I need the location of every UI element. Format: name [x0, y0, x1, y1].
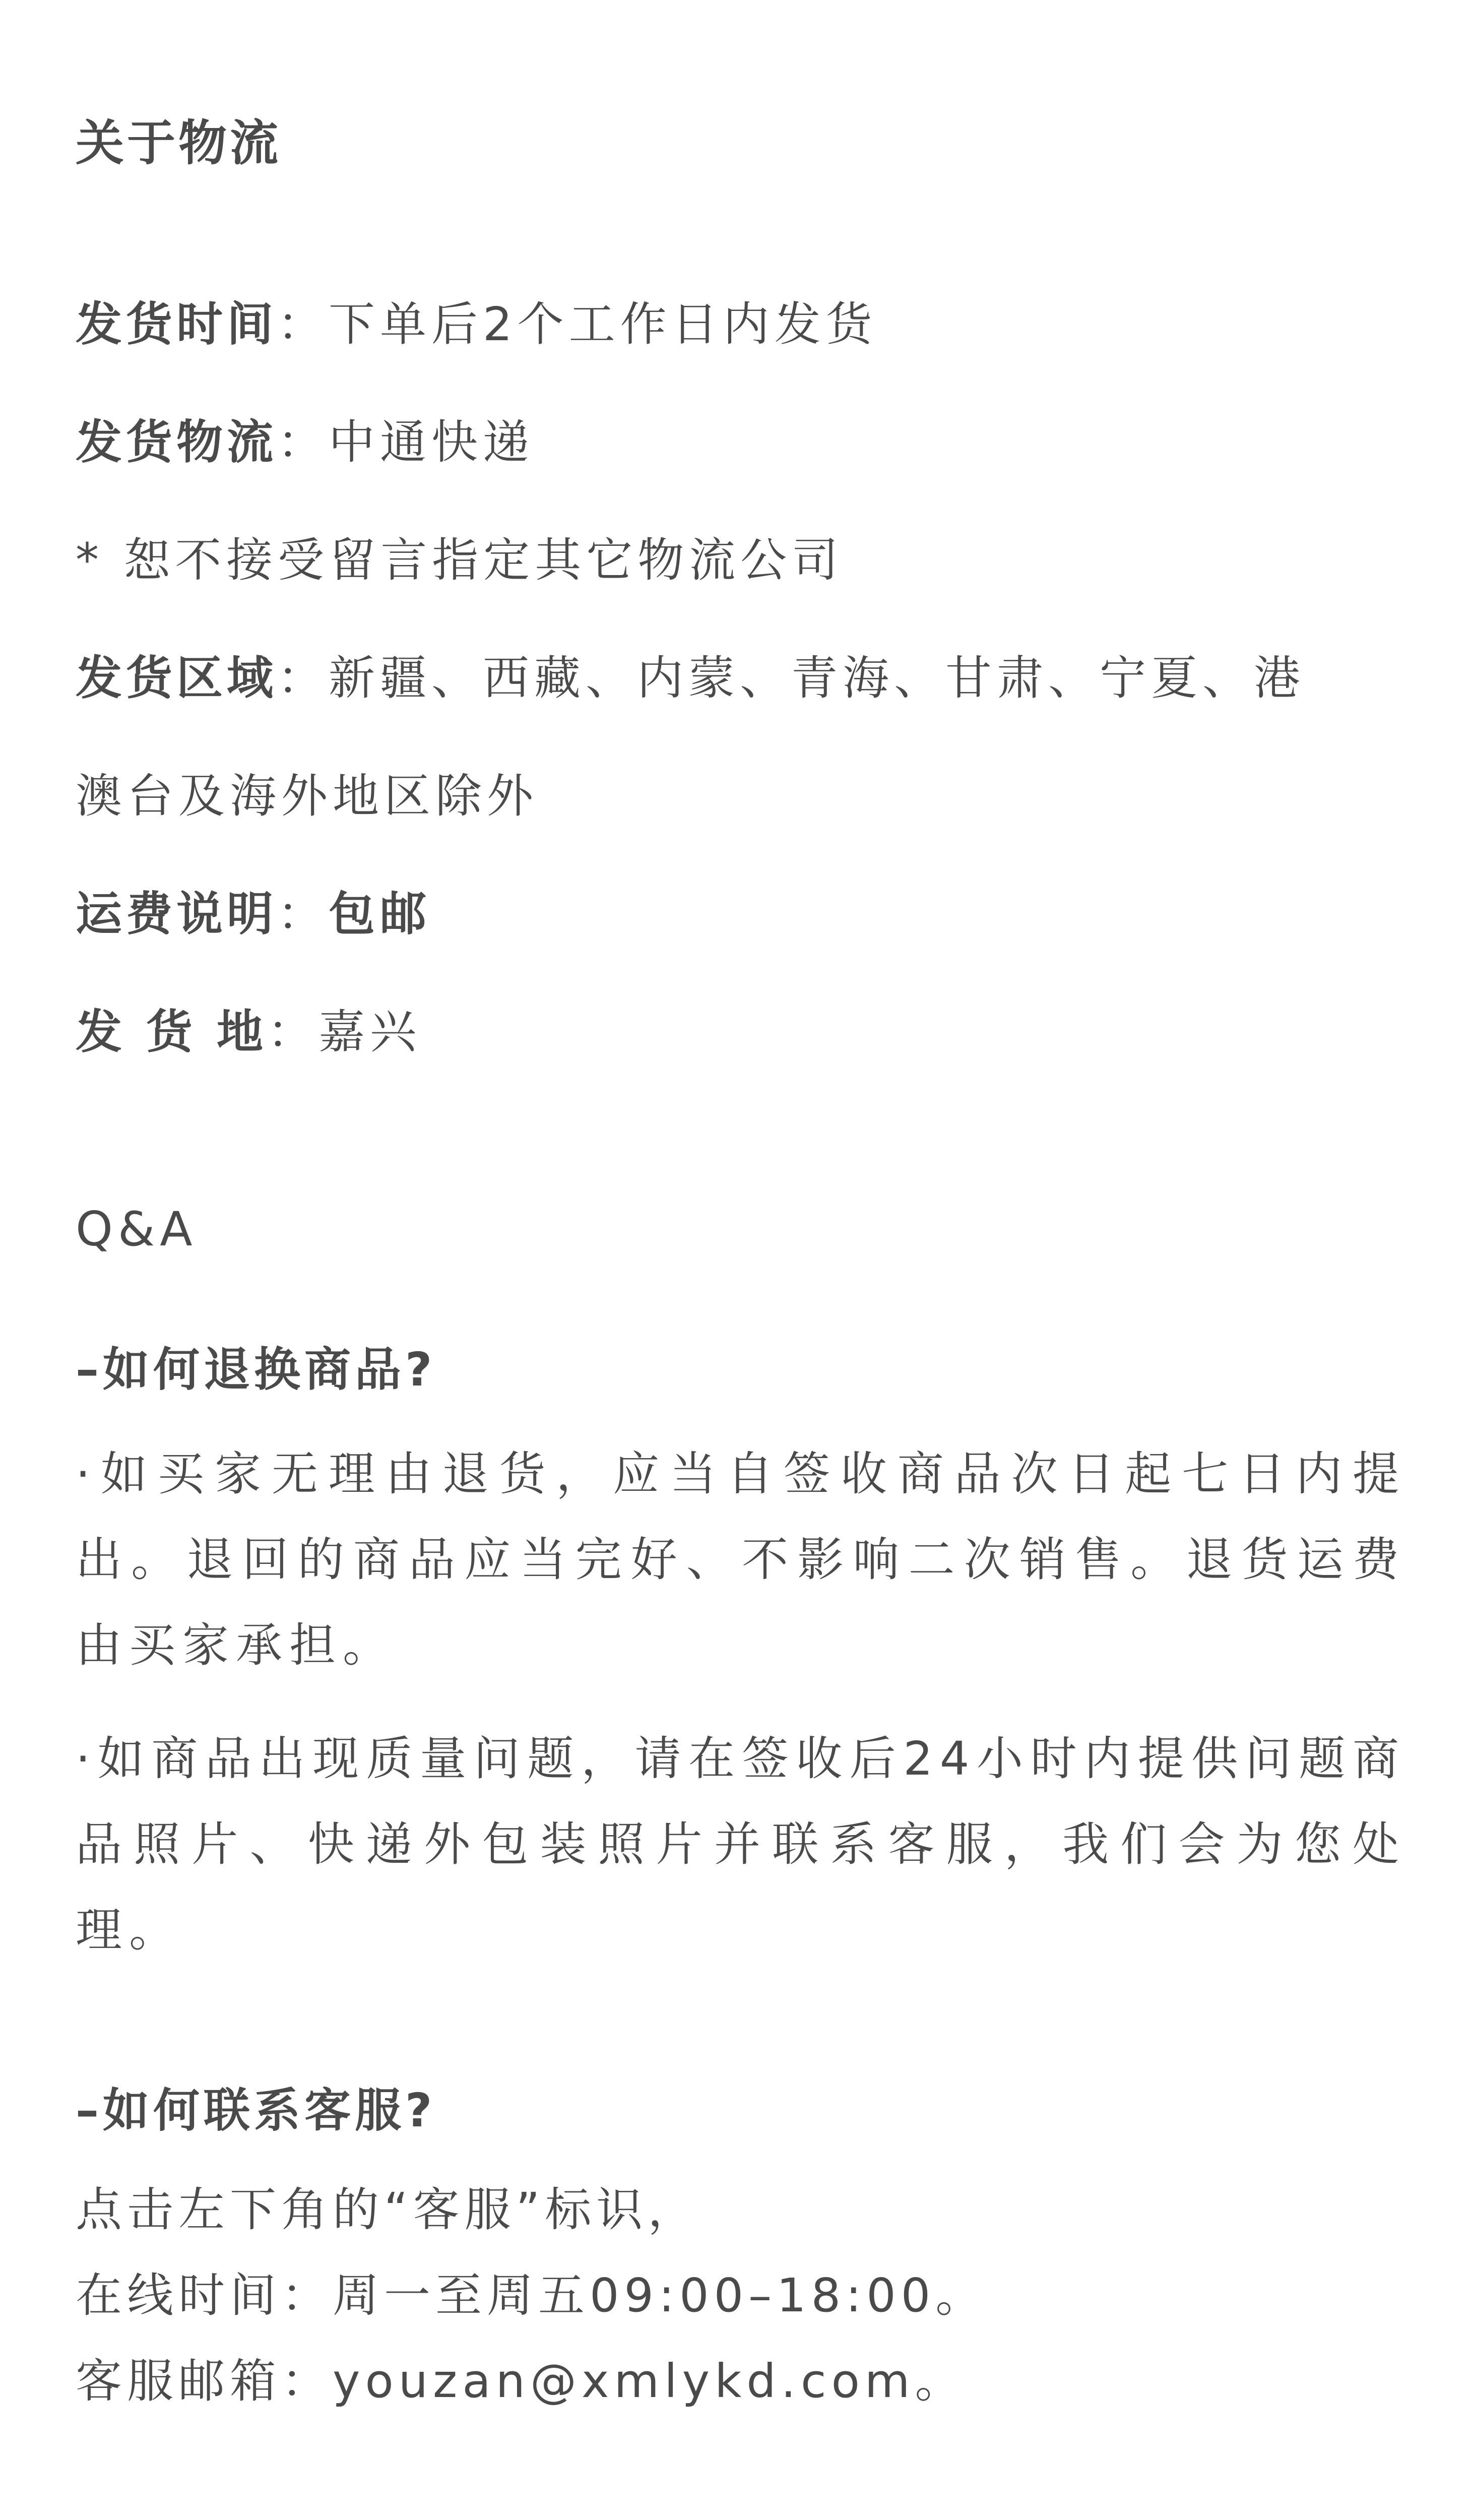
ship-region-value-line2: 澳台及海外地区除外 — [76, 769, 539, 823]
contact-line-2: 在线时间：周一至周五09:00–18:00。 — [76, 2269, 987, 2322]
answer-contact — [76, 2167, 1406, 2424]
ship-carrier-value: 中通快递 — [329, 415, 535, 469]
question-contact: –如何联系客服? — [76, 2084, 436, 2137]
question-return: –如何退换商品? — [76, 1343, 436, 1397]
ship-region-row — [76, 651, 1406, 705]
contact-line-1: 点击左下角的“客服”标识， — [76, 2183, 699, 2237]
ship-region-label: 发货区域 — [76, 651, 278, 705]
answer-return-1: ·如买家无理由退货，应当自签收商品次日起七日内提出。退回的商品应当完好、不影响二次销售。退货运费由买家承担。 — [76, 1447, 1406, 1672]
carrier-note: * 恕不接受留言指定其它物流公司 — [76, 533, 844, 587]
logistics-title: 关于物流 — [76, 115, 281, 171]
ship-time-row — [76, 297, 1406, 351]
answer-return-2: ·如商品出现质量问题，请在签收后24小时内提供问题商品照片、快递外包装照片并联系客服，我们会为您处理。 — [76, 1732, 1406, 1957]
ship-from-row — [76, 1005, 1406, 1059]
ship-from-sep: ： — [267, 1005, 319, 1059]
ship-carrier-sep: ： — [277, 415, 329, 469]
qa-title: Q&A — [76, 1202, 198, 1257]
ship-carrier-label: 发货物流 — [76, 415, 278, 469]
shipping-fee-sep: ： — [277, 887, 329, 941]
ship-from-label: 发 货 地 — [76, 1005, 268, 1059]
ship-carrier-row — [76, 415, 1406, 469]
ship-from-value: 嘉兴 — [318, 1005, 422, 1059]
ship-time-label: 发货时间 — [76, 297, 278, 351]
shipping-fee-label: 运费说明 — [76, 887, 278, 941]
ship-region-value-line1: 新疆、西藏、内蒙、青海、甘肃、宁夏、港 — [329, 651, 1306, 705]
contact-line-3: 客服邮箱：youzan@xmlykd.com。 — [76, 2354, 967, 2408]
shipping-fee-row — [76, 887, 1406, 941]
shipping-fee-value: 包邮 — [329, 887, 432, 941]
ship-region-sep: ： — [277, 651, 329, 705]
ship-time-sep: ： — [277, 297, 329, 351]
ship-time-value: 下单后2个工作日内发货 — [329, 297, 877, 351]
